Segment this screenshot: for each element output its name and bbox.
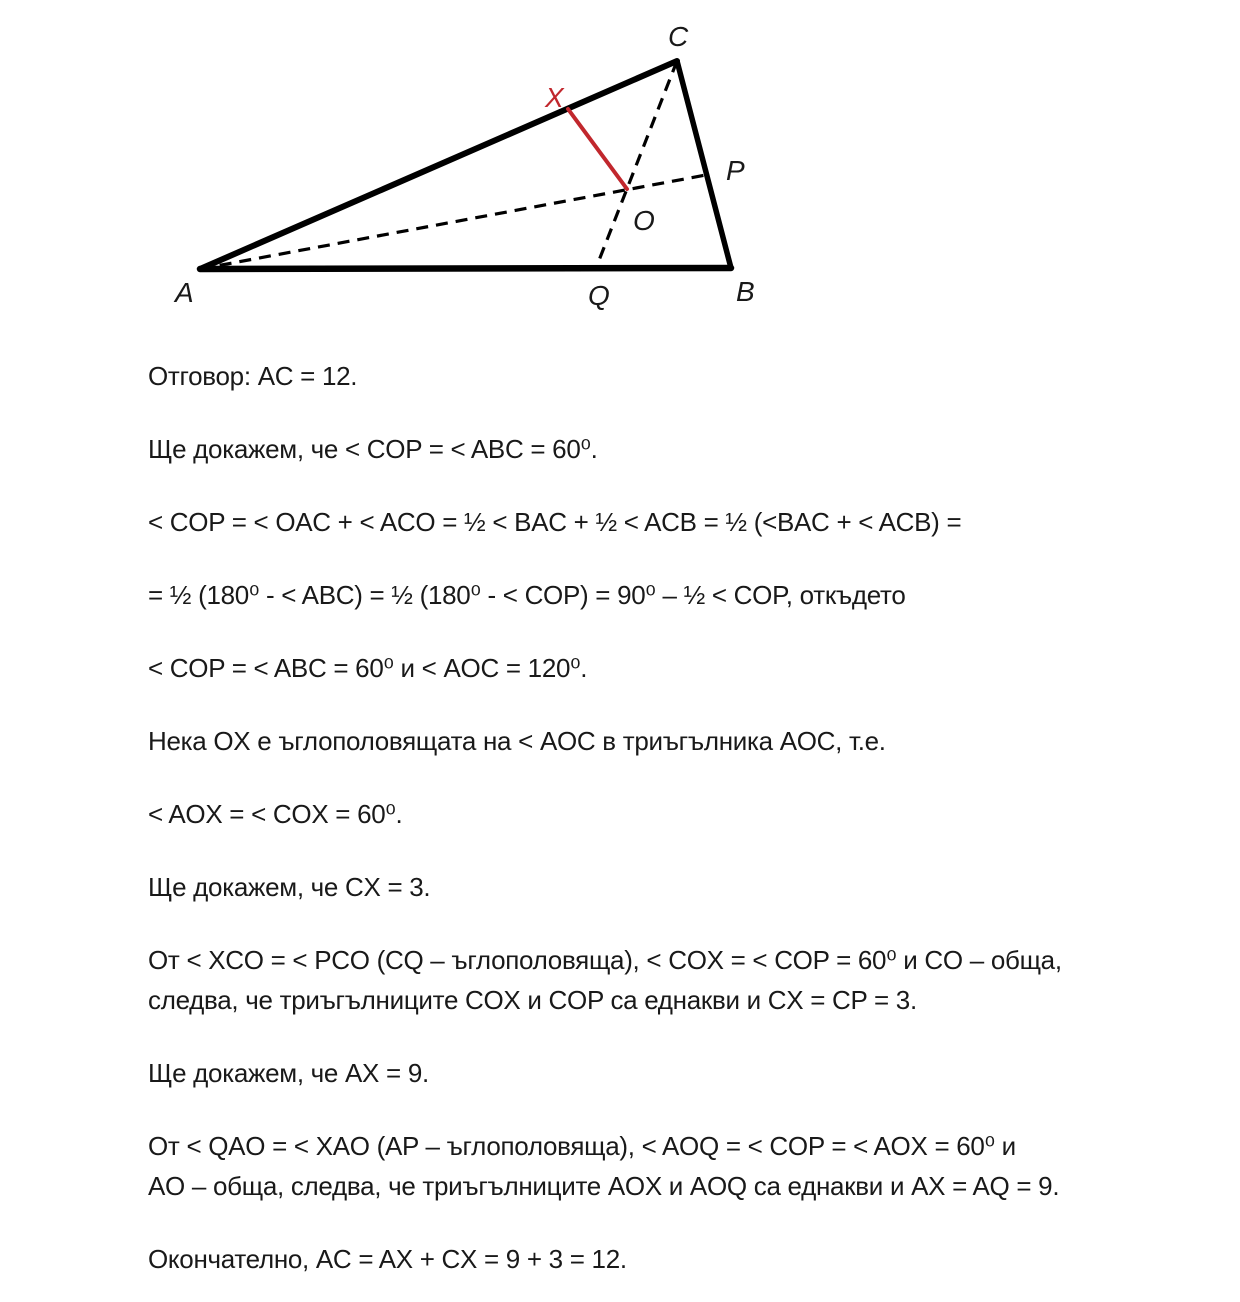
vertex-label-b: B — [736, 276, 755, 307]
text-line: = ½ (180⁰ - < ABC) = ½ (180⁰ - < COP) = 90⁰ – ½ < COP, откъдето — [148, 580, 906, 610]
solution-claim-cx — [148, 867, 1200, 907]
triangle-side-ab — [200, 268, 731, 269]
solution-equation-continued — [148, 575, 1200, 615]
triangle-diagram — [0, 0, 1240, 332]
solution-answer-line — [148, 356, 1200, 396]
solution-aox-cox-angles — [148, 794, 1200, 834]
triangle-side-cb — [677, 61, 731, 268]
text-line: Отговор: AC = 12. — [148, 361, 358, 391]
point-label-p: P — [726, 155, 745, 186]
solution-claim-cop-abc — [148, 429, 1200, 469]
text-line: Окончателно, AC = AX + CX = 9 + 3 = 12. — [148, 1244, 627, 1274]
text-line: От < QAO = < XAO (AP – ъглополовяща), < AOQ = < COP = < AOX = 60⁰ и — [148, 1131, 1016, 1161]
solution-angles-result — [148, 648, 1200, 688]
text-line: < COP = < ABC = 60⁰ и < AOC = 120⁰. — [148, 653, 588, 683]
text-line: < COP = < OAC + < ACO = ½ < BAC + ½ < ACB = ½ (<BAC + < ACB) = — [148, 507, 962, 537]
solution-equation-cop-expansion — [148, 502, 1200, 542]
text-line: Ще докажем, че AX = 9. — [148, 1058, 429, 1088]
text-line: Ще докажем, че CX = 3. — [148, 872, 431, 902]
solution-aox-aoq-congruence — [148, 1126, 1200, 1206]
text-line: Ще докажем, че < COP = < ABC = 60⁰. — [148, 434, 598, 464]
point-label-x: X — [545, 82, 564, 113]
vertex-label-a: A — [175, 277, 194, 308]
text-line: Нека OX е ъглополовящата на < AOC в триъгълника AOC, т.е. — [148, 726, 886, 756]
solution-final-line — [148, 1239, 1200, 1279]
triangle-side-ac — [200, 61, 677, 269]
text-line: < AOX = < COX = 60⁰. — [148, 799, 403, 829]
bisector-ap-dashed-line — [200, 175, 706, 269]
text-line: От < XCO = < PCO (CQ – ъглополовяща), < COX = < COP = 60⁰ и CO – обща, — [148, 945, 1062, 975]
solution-text — [0, 332, 1240, 1279]
solution-ox-bisector-definition — [148, 721, 1200, 761]
solution-cox-cop-congruence — [148, 940, 1200, 1020]
solution-claim-ax — [148, 1053, 1200, 1093]
text-line: AO – обща, следва, че триъгълниците AOX и AOQ са еднакви и AX = AQ = 9. — [148, 1171, 1060, 1201]
point-label-o: O — [633, 205, 655, 236]
text-line: следва, че триъгълниците COX и COP са еднакви и CX = CP = 3. — [148, 985, 917, 1015]
vertex-label-c: C — [668, 21, 689, 52]
point-label-q: Q — [588, 280, 610, 311]
segment-xo-red — [568, 109, 627, 189]
